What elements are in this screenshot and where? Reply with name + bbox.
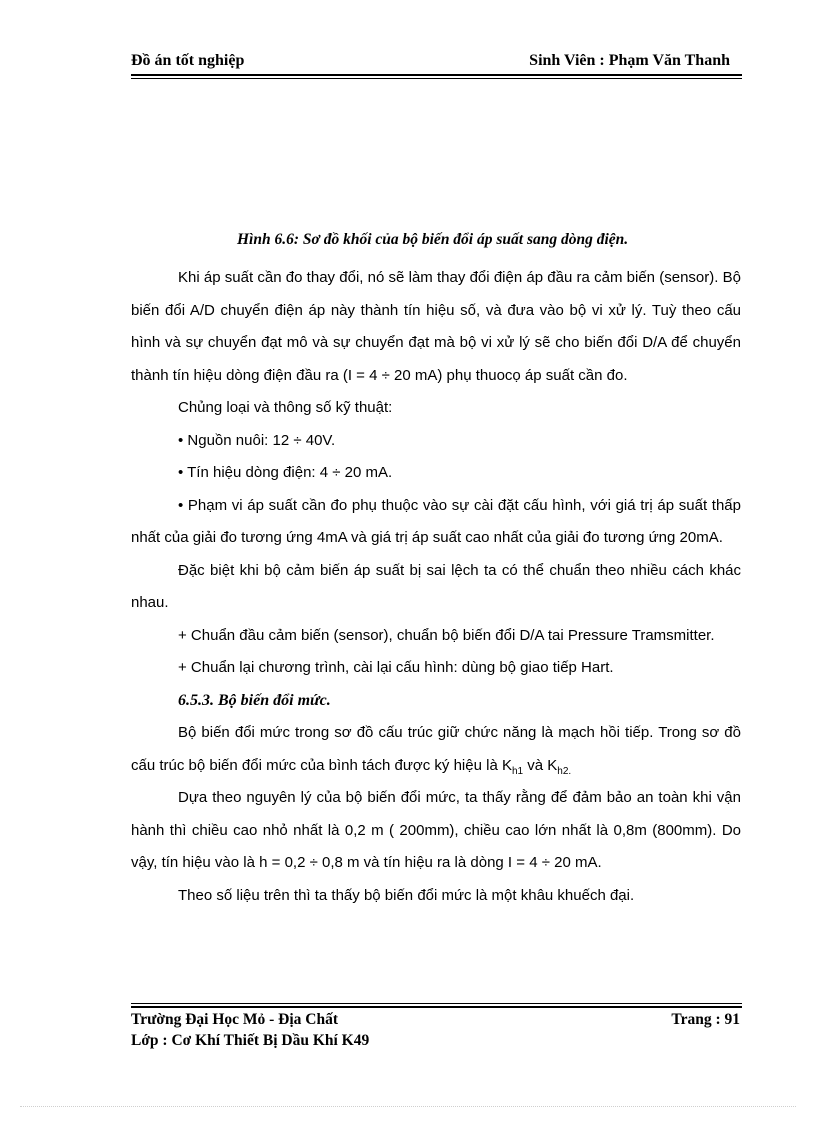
footer-rule [131, 1006, 742, 1008]
header-rule [131, 74, 742, 76]
symbol-kh2 [547, 756, 572, 777]
bullet-range: • Phạm vi áp suất cần đo phụ thuộc vào sự cài đặt cấu hình, với giá trị áp suất thấp nhất của giải đo tương ứng 4mA và giá trị áp suất cao nhất của giải đo tương ứng 20mA. [131, 496, 741, 546]
section-heading-text: 6.5.3. Bộ biến đổi mức. [178, 691, 331, 709]
symbol-kh2-base: K [547, 756, 558, 774]
header-rule-thin [131, 78, 742, 79]
page-edge-divider [20, 1106, 796, 1107]
symbol-kh1-base: K [501, 756, 512, 774]
paragraph-1: Khi áp suất cần đo thay đổi, nó sẽ làm thay đổi điện áp đầu ra cảm biến (sensor). Bộ biến đổi A/D chuyển điện áp này thành tín hiệu số, và đưa vào bộ vi xử lý. Tuỳ theo cấu hình và sự chuyển đạt mô và sự chuyển đạt mà bộ vi xử lý sẽ cho biến đổi D/A để chuyển thành tín hiệu dòng điện đầu ra (I = 4 ÷ 20 mA) phụ thuocọ áp suất cần đo. [131, 269, 741, 384]
bullet-signal: • Tín hiệu dòng điện: 4 ÷ 20 mA. [178, 464, 393, 481]
paragraph-level-converter-text: Bộ biến đổi mức trong sơ đồ cấu trúc giữ chức năng là mạch hồi tiếp. Trong sơ đồ cấu trúc bộ biến đổi mức của bình tách được ký hiệu là [131, 724, 741, 774]
figure-caption: Hình 6.6: Sơ đồ khối của bộ biến đổi áp suất sang dòng điện. [237, 231, 629, 248]
paragraph-calibration: Đặc biệt khi bộ cảm biến áp suất bị sai lệch ta có thể chuẩn theo nhiều cách khác nhau. [131, 561, 741, 611]
paragraph-conclusion: Theo số liệu trên thì ta thấy bộ biến đổi mức là một khâu khuếch đại. [178, 886, 635, 904]
footer-school: Trường Đại Học Mỏ - Địa Chất [131, 1011, 339, 1028]
body-text [131, 262, 741, 912]
footer-page-number: Trang : 91 [671, 1011, 740, 1028]
symbol-kh1 [501, 756, 524, 777]
paragraph-level-converter [131, 717, 741, 782]
footer-class: Lớp : Cơ Khí Thiết Bị Dầu Khí K49 [131, 1032, 370, 1049]
header-author: Sinh Viên : Phạm Văn Thanh [529, 52, 730, 69]
section-heading [131, 685, 741, 718]
footer-rule-thin [131, 1003, 742, 1004]
paragraph-calibrate-program: + Chuẩn lại chương trình, cài lại cấu hình: dùng bộ giao tiếp Hart. [178, 659, 614, 676]
and-word: và [523, 756, 548, 774]
header-title: Đồ án tốt nghiệp [131, 52, 245, 69]
paragraph-calibrate-sensor: + Chuẩn đầu cảm biến (sensor), chuẩn bộ biến đổi D/A tai Pressure Tramsmitter. [178, 626, 715, 644]
bullet-power: • Nguồn nuôi: 12 ÷ 40V. [178, 431, 336, 449]
paragraph-2: Chủng loại và thông số kỹ thuật: [178, 399, 393, 416]
symbol-kh2-sub: h2. [557, 765, 572, 777]
symbol-kh1-sub: h1 [511, 765, 524, 777]
paragraph-principle: Dựa theo nguyên lý của bộ biến đổi mức, ta thấy rằng để đảm bảo an toàn khi vận hành thì chiều cao nhỏ nhất là 0,2 m ( 200mm), chiều cao lớn nhất là 0,8m (800mm). Do vậy, tín hiệu vào là h = 0,2 ÷ 0,8 m và tín hiệu ra là dòng I = 4 ÷ 20 mA. [131, 789, 741, 871]
